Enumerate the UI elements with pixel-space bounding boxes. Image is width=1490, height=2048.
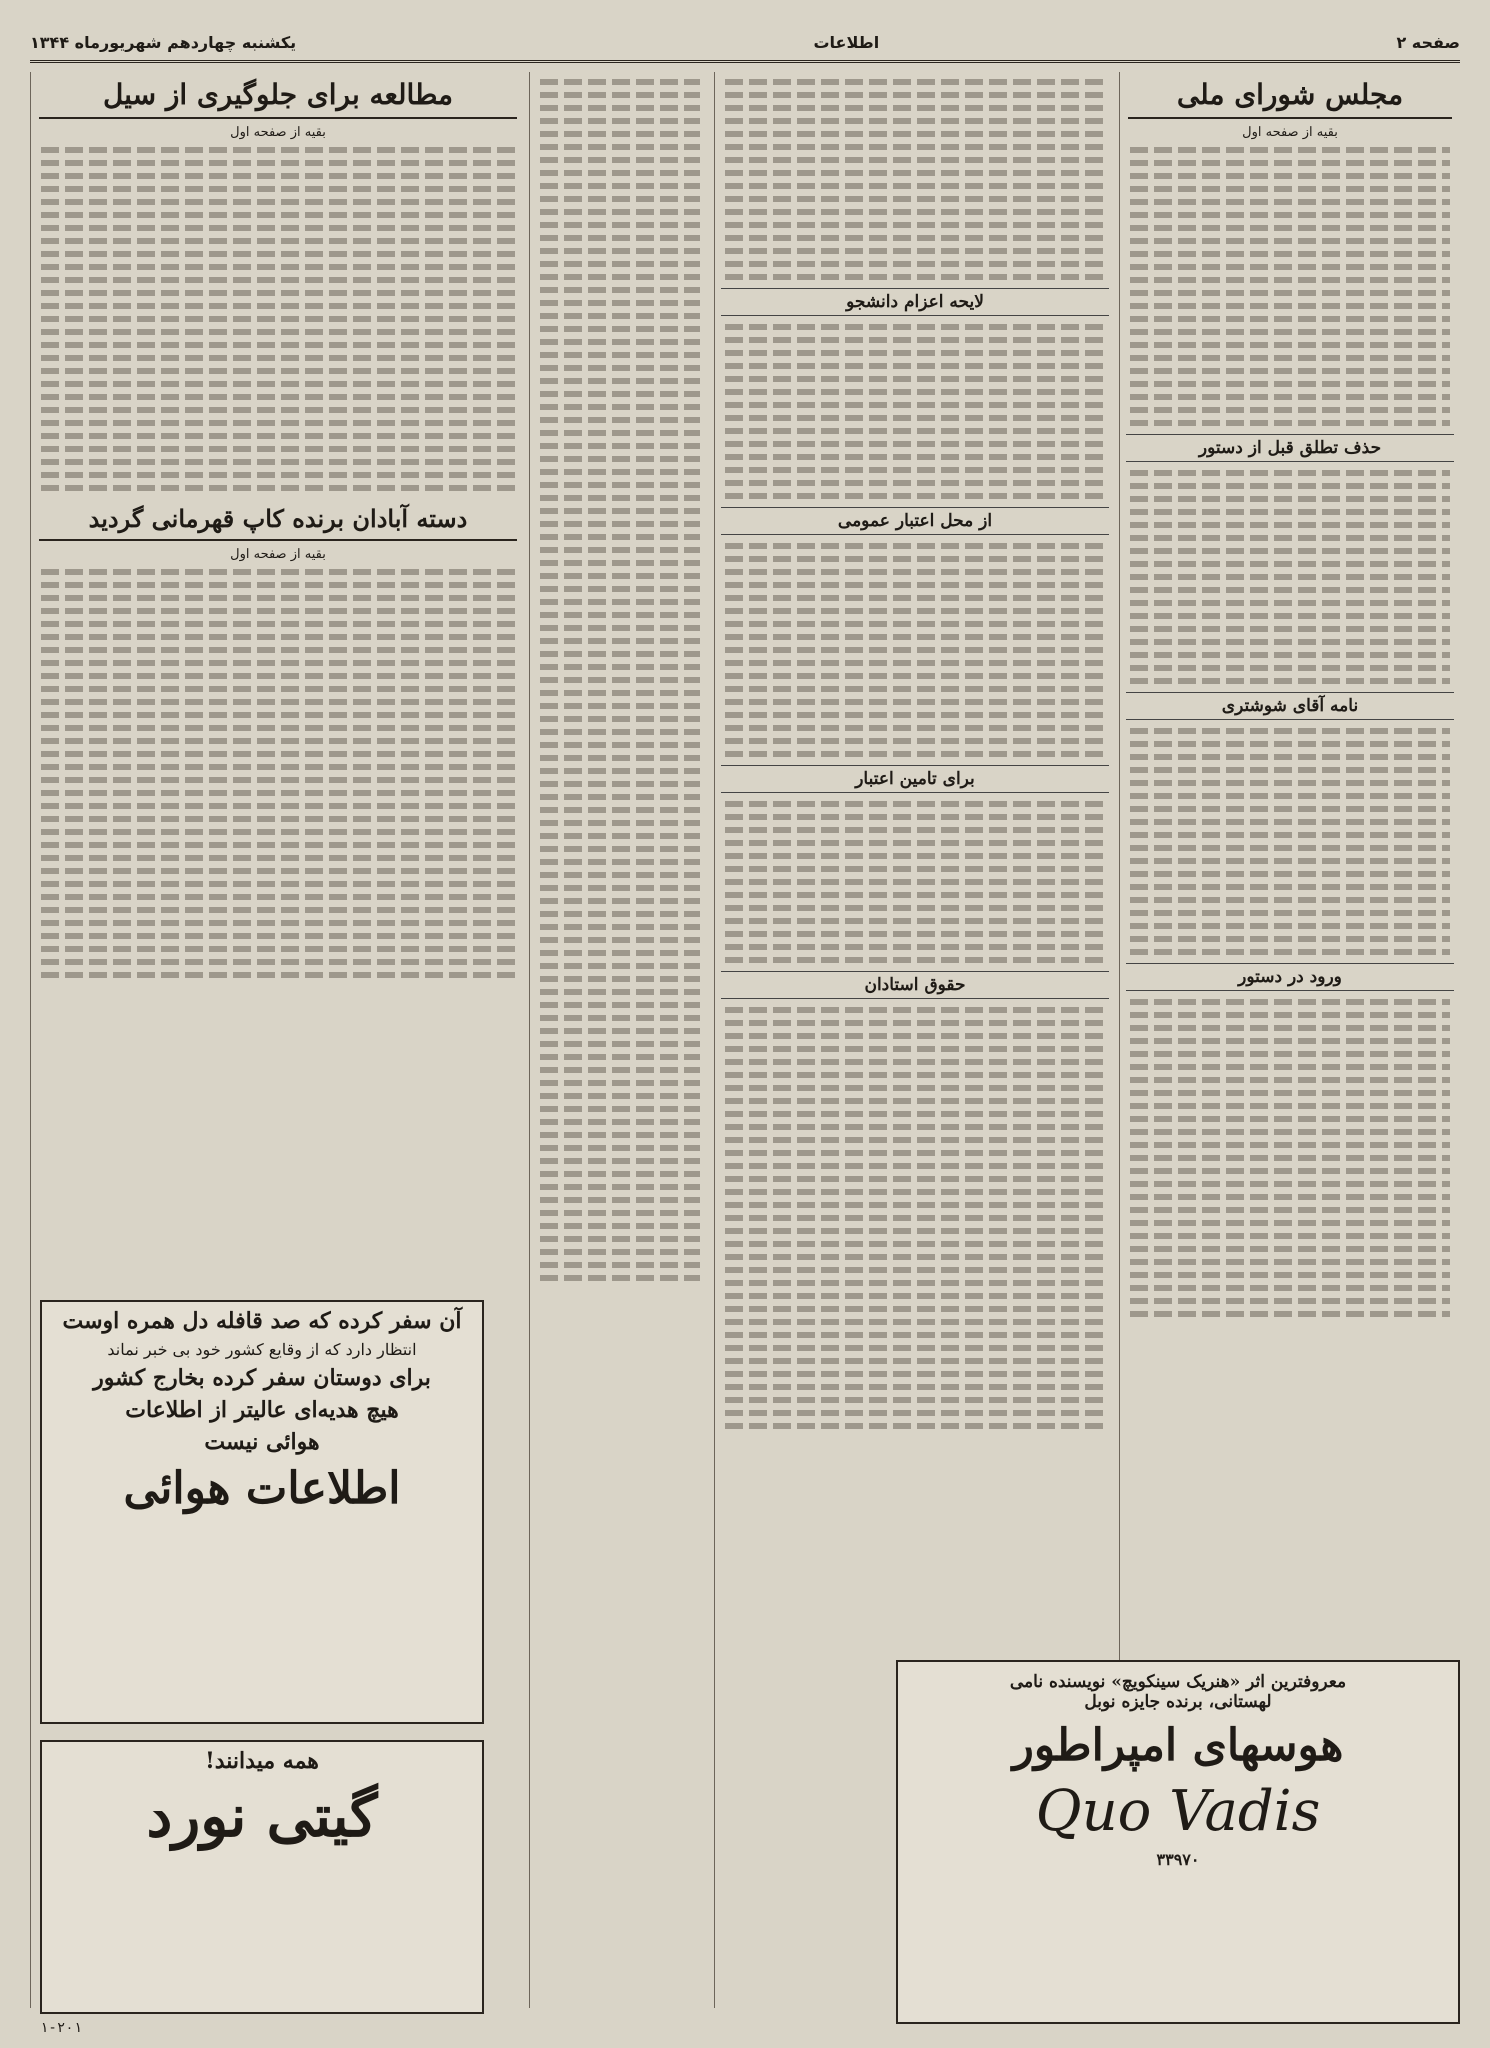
ad-phone: ۳۳۹۷۰ [1156, 1850, 1200, 1869]
section-title: برای تامین اعتبار [721, 765, 1109, 793]
continued-label: بقیه از صفحه اول [1242, 125, 1338, 140]
ad-line: هیچ هدیه‌ای عالیتر از اطلاعات [125, 1397, 399, 1423]
section-title: ورود در دستور [1126, 963, 1454, 991]
date-line: یکشنبه چهاردهم شهریورماه ۱۳۴۴ [30, 32, 297, 52]
ad-brand: گیتی نورد [146, 1782, 378, 1850]
ad-line: انتظار دارد که از وقایع کشور خود بی خبر نماند [107, 1340, 417, 1359]
ad-title: هوسهای امپراطور [1012, 1720, 1344, 1771]
continued-label: بقیه از صفحه اول [230, 125, 326, 140]
masthead [30, 24, 1460, 63]
continued-label: بقیه از صفحه اول [230, 547, 326, 562]
headline-majlis: مجلس شورای ملی [1128, 72, 1452, 119]
ad-quo-vadis [896, 1660, 1460, 2024]
body-text [715, 1007, 1115, 1429]
footer-code: ۱-۲۰۱ [40, 2020, 83, 2036]
ad-gitinavard [40, 1740, 484, 2014]
body-text [530, 79, 710, 1281]
ad-ettelaat-havaei [40, 1300, 484, 1724]
body-text [715, 79, 1115, 280]
section-title: حذف تطلق قبل از دستور [1126, 434, 1454, 462]
ad-brand: اطلاعات هوائی [123, 1463, 401, 1514]
headline-abadan: دسته آبادان برنده کاپ قهرمانی گردید [39, 498, 517, 541]
section-title: حقوق استادان [721, 971, 1109, 999]
body-text [31, 569, 525, 978]
paper-name: اطلاعات [813, 32, 880, 52]
body-text [715, 543, 1115, 757]
body-text [31, 147, 525, 491]
body-text [1120, 147, 1460, 426]
body-text [715, 324, 1115, 499]
body-text [1120, 999, 1460, 1317]
ad-line: معروفترین اثر «هنریک سینکویچ» نویسنده نامی [1009, 1672, 1347, 1692]
column-center-left [529, 72, 710, 2008]
body-text [1120, 470, 1460, 684]
ad-line: هوائی نیست [204, 1429, 320, 1455]
section-title: نامه آقای شوشتری [1126, 692, 1454, 720]
page-label: صفحه ۲ [1396, 32, 1460, 52]
body-text [715, 801, 1115, 963]
body-text [1120, 728, 1460, 955]
ad-line: برای دوستان سفر کرده بخارج کشور [93, 1365, 431, 1391]
ad-title-latin: Quo Vadis [1035, 1779, 1321, 1844]
section-title: لایحه اعزام دانشجو [721, 288, 1109, 316]
headline-flood: مطالعه برای جلوگیری از سیل [39, 72, 517, 119]
ad-top: همه میدانند! [205, 1748, 319, 1774]
ad-line: لهستانی، برنده جایزه نوبل [1084, 1692, 1272, 1712]
section-title: از محل اعتبار عمومی [721, 507, 1109, 535]
ad-line: آن سفر کرده که صد قافله دل همره اوست [62, 1308, 462, 1334]
